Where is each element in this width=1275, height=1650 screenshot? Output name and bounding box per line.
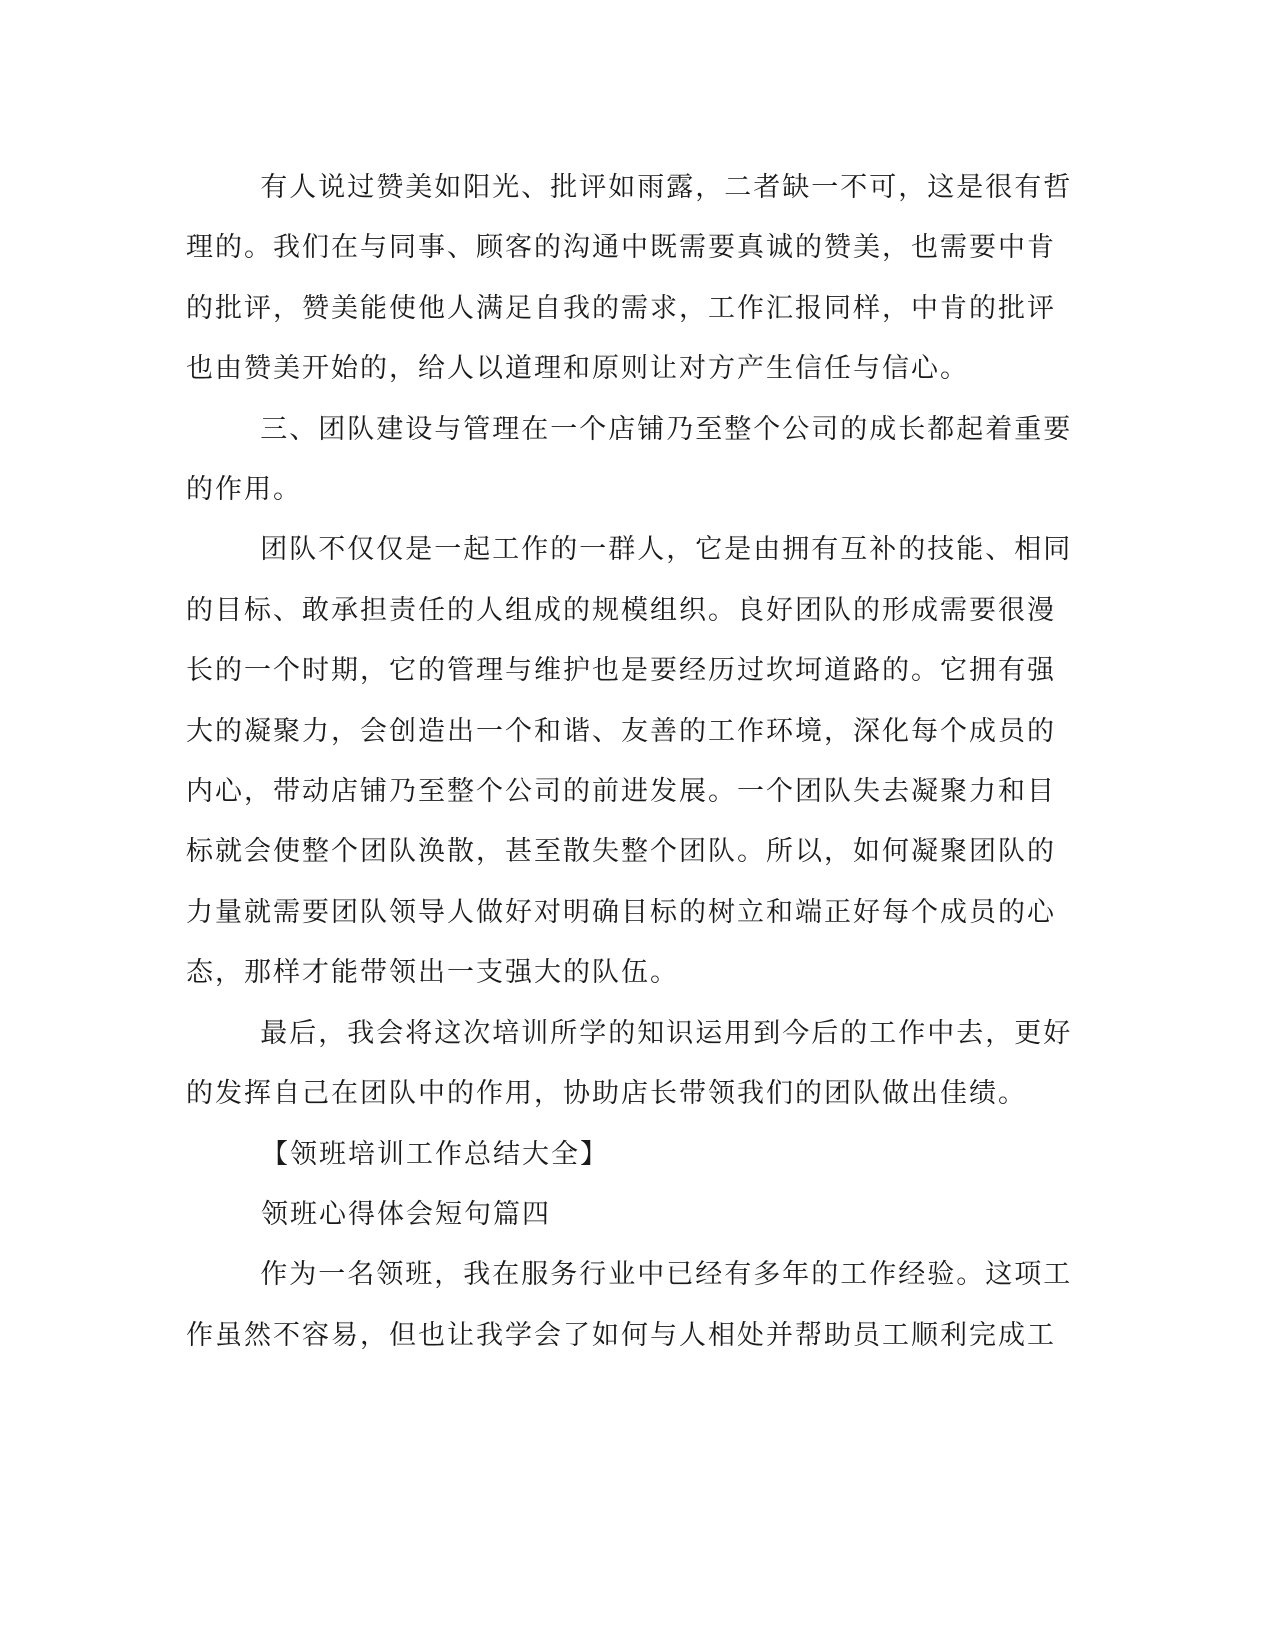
text-line: 作为一名领班，我在服务行业中已经有多年的工作经验。这项工 [260, 1259, 1073, 1291]
text-line: 理的。我们在与同事、顾客的沟通中既需要真诚的赞美，也需要中肯 [186, 232, 1056, 264]
paragraph-conclusion [186, 1004, 1073, 1125]
document-body [186, 158, 1073, 1366]
text-line: 内心，带动店铺乃至整个公司的前进发展。一个团队失去凝聚力和目 [186, 776, 1056, 808]
text-line: 的目标、敢承担责任的人组成的规模组织。良好团队的形成需要很漫 [186, 594, 1056, 626]
text-line: 也由赞美开始的，给人以道理和原则让对方产生信任与信心。 [186, 353, 969, 385]
paragraph-team-definition [186, 520, 1073, 1003]
section-heading-part-four: 领班心得体会短句篇四 [261, 1198, 551, 1230]
text-line: 有人说过赞美如阳光、批评如雨露，二者缺一不可，这是很有哲 [260, 172, 1073, 203]
text-line: 三、团队建设与管理在一个店铺乃至整个公司的成长都起着重要 [260, 413, 1073, 445]
text-line: 态，那样才能带领出一支强大的队伍。 [186, 957, 679, 989]
text-line: 最后，我会将这次培训所学的知识运用到今后的工作中去，更好 [260, 1017, 1073, 1049]
text-line: 作虽然不容易，但也让我学会了如何与人相处并帮助员工顺利完成工 [186, 1319, 1056, 1351]
text-line: 标就会使整个团队涣散，甚至散失整个团队。所以，如何凝聚团队的 [186, 836, 1056, 868]
paragraph-team-building [186, 400, 1073, 521]
section-heading-summary: 【领班培训工作总结大全】 [261, 1138, 609, 1170]
text-line: 的发挥自己在团队中的作用，协助店长带领我们的团队做出佳绩。 [186, 1078, 1027, 1110]
text-line: 长的一个时期，它的管理与维护也是要经历过坎坷道路的。它拥有强 [186, 655, 1056, 687]
text-line: 大的凝聚力，会创造出一个和谐、友善的工作环境，深化每个成员的 [186, 715, 1056, 747]
paragraph-praise-criticism [186, 158, 1073, 400]
paragraph-foreman-experience [186, 1245, 1073, 1366]
text-line: 力量就需要团队领导人做好对明确目标的树立和端正好每个成员的心 [186, 896, 1056, 928]
text-line: 的作用。 [186, 474, 302, 506]
text-line: 团队不仅仅是一起工作的一群人，它是由拥有互补的技能、相同 [260, 534, 1073, 566]
text-line: 的批评，赞美能使他人满足自我的需求，工作汇报同样，中肯的批评 [186, 292, 1056, 324]
